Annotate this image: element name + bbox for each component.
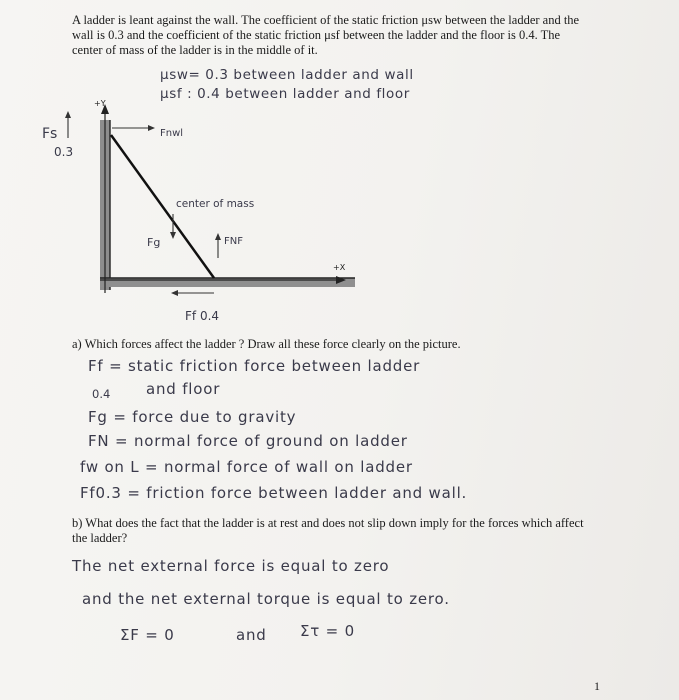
question-a: a) Which forces affect the ladder ? Draw all these force clearly on the picture. — [72, 337, 461, 351]
fs-label: Fs — [42, 126, 58, 142]
answer-b-line2: and the net external torque is equal to zero. — [82, 590, 450, 608]
ladder-diagram — [40, 98, 360, 338]
axis-y-label: +Y — [94, 99, 106, 108]
answer-b-sum-torque: Στ = 0 — [300, 622, 355, 640]
answer-a-line2: and floor — [146, 380, 221, 398]
answer-a-line4: FN = normal force of ground on ladder — [88, 432, 408, 450]
axis-x-label: +X — [333, 263, 346, 272]
fg-label: Fg — [147, 236, 161, 249]
question-b: b) What does the fact that the ladder is at rest and does not slip down imply for the forces which affect the ladder? — [72, 516, 584, 545]
page-number: 1 — [594, 679, 600, 693]
answer-a-line3: Fg = force due to gravity — [88, 408, 297, 426]
answer-a-sub: 0.4 — [92, 387, 111, 401]
fnwl-label: Fnwl — [160, 128, 184, 139]
answer-b-line1: The net external force is equal to zero — [72, 557, 390, 575]
fs-value: 0.3 — [54, 145, 74, 159]
center-of-mass-label: center of mass — [176, 198, 255, 210]
note-floor-friction: μsf : 0.4 between ladder and floor — [160, 86, 410, 102]
fnf-label: FNF — [224, 236, 243, 247]
answer-a-line5: fw on L = normal force of wall on ladder — [80, 458, 413, 476]
problem-intro: A ladder is leant against the wall. The coefficient of the static friction μsw between the ladder and the wall is 0.3 and the coefficient of the static friction μsf between the ladder and the floor is 0.4. The center of mass of the ladder is in the middle of it. — [72, 13, 580, 57]
note-wall-friction: μsw= 0.3 between ladder and wall — [160, 67, 414, 83]
ff-label: Ff 0.4 — [185, 309, 220, 323]
answer-b-and: and — [236, 626, 267, 644]
answer-b-sum-force: ΣF = 0 — [120, 626, 175, 644]
answer-a-line1: Ff = static friction force between ladder — [88, 357, 421, 375]
floor — [100, 278, 355, 287]
answer-a-line6: Ff0.3 = friction force between ladder and wall. — [80, 484, 468, 502]
